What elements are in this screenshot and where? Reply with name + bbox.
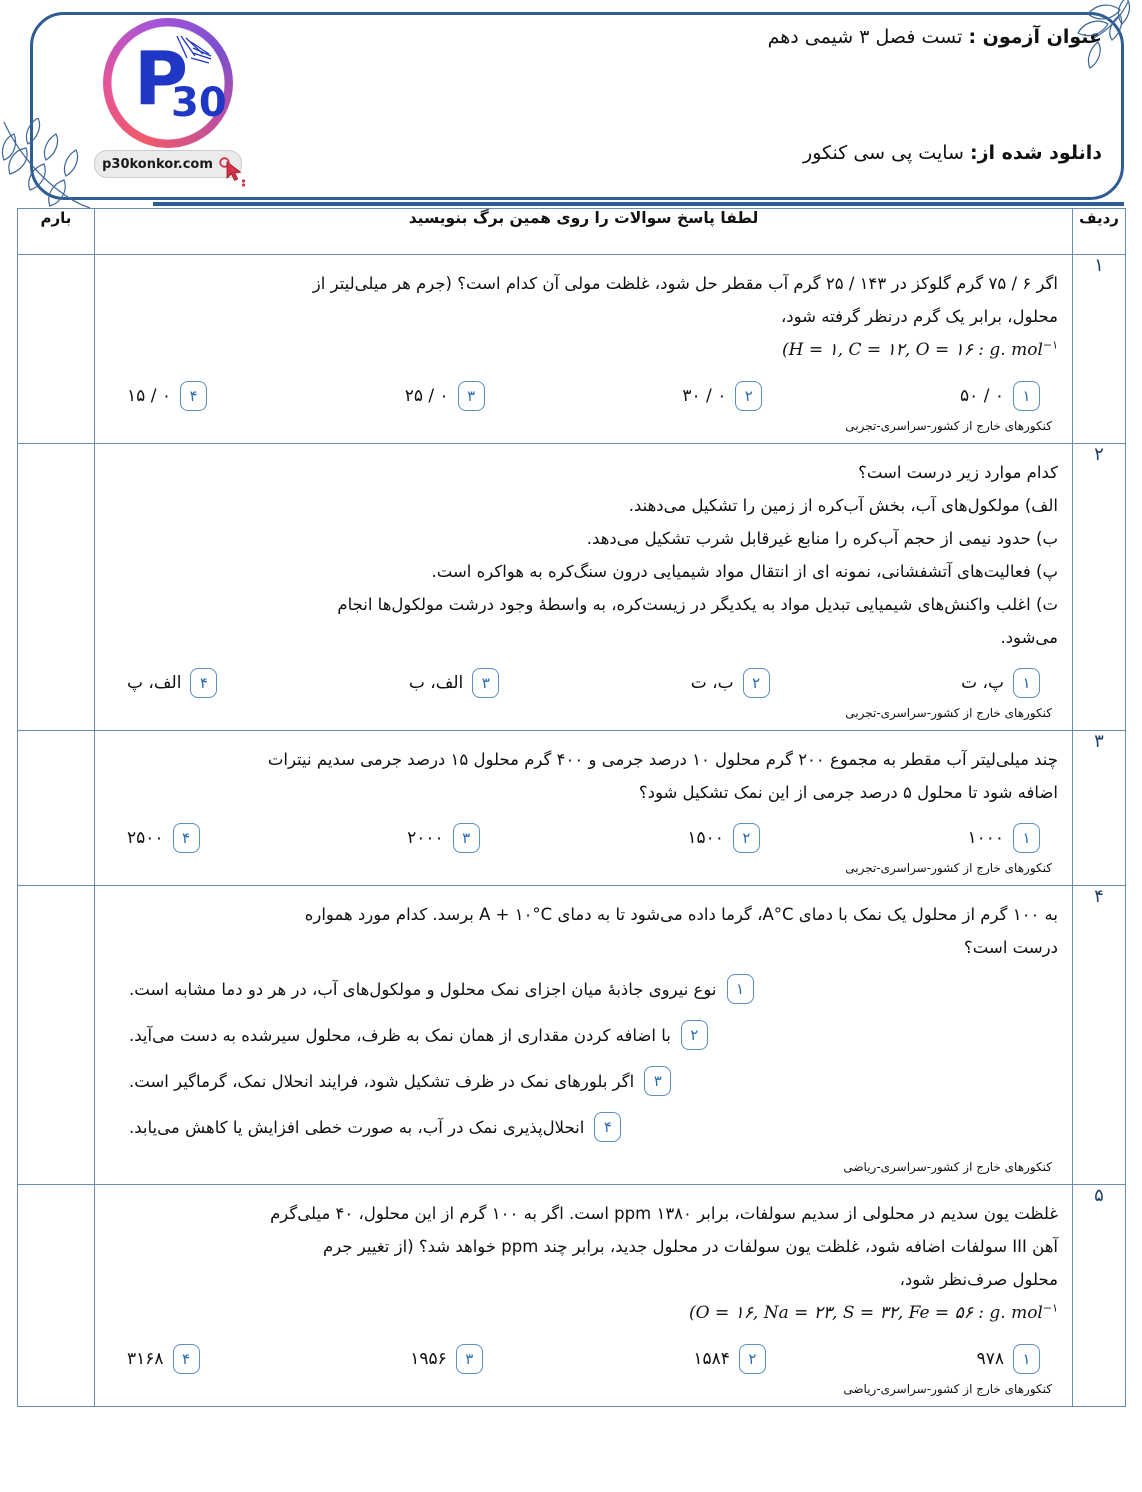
question-formula: (O = ۱۶, Na = ۲۳, S = ۳۲, Fe = ۵۶ : g. mol$^{-۱}$ (689, 1301, 1058, 1323)
option-number-badge[interactable]: ۳ (472, 668, 499, 698)
question-row (18, 255, 1126, 444)
option-number-badge[interactable]: ۲ (735, 381, 762, 411)
leaf-ornament-bottom-left (0, 118, 120, 210)
answer-option[interactable] (691, 668, 770, 698)
answer-option[interactable] (407, 823, 480, 853)
option-text: ۰ / ۱۵ (127, 386, 171, 406)
option-number-badge[interactable]: ۴ (594, 1112, 621, 1142)
answer-option[interactable] (961, 668, 1040, 698)
column-header-row: ردیف (1073, 209, 1126, 255)
answer-option[interactable] (129, 1112, 1038, 1142)
option-text: الف، ب (408, 673, 464, 693)
logo-ring (103, 18, 233, 148)
question-row (18, 886, 1126, 1185)
answer-options (127, 381, 1040, 411)
question-source: کنکورهای خارج از کشور-سراسری-ریاضی (843, 1382, 1052, 1396)
question-statement (109, 1197, 1058, 1330)
question-source: کنکورهای خارج از کشور-سراسری-تجربی (845, 706, 1052, 720)
option-number-badge[interactable]: ۴ (180, 381, 207, 411)
option-number-badge[interactable]: ۲ (739, 1344, 766, 1374)
question-number: ۳ (1073, 731, 1126, 886)
question-line: ب) حدود نیمی از حجم آب‌کره را منابع غیرقابل شرب تشکیل می‌دهد. (586, 529, 1058, 548)
answer-options (127, 668, 1040, 698)
cursor-arrow-icon (225, 161, 247, 187)
question-line: چند میلی‌لیتر آب مقطر به مجموع ۲۰۰ گرم محلول ۱۰ درصد جرمی و ۴۰۰ گرم محلول ۱۵ درصد جرمی سدیم نیترات (267, 750, 1058, 769)
question-row (18, 731, 1126, 886)
answer-option[interactable] (977, 1344, 1040, 1374)
question-line: اگر ۶ / ۷۵ گرم گلوکز در ۱۴۳ / ۲۵ گرم آب مقطر حل شود، غلظت مولی آن کدام است؟ (جرم هر میلی‌لیتر از (312, 274, 1058, 293)
formula-exponent: −۱ (1042, 338, 1058, 352)
question-statement (109, 267, 1058, 367)
option-number-badge[interactable]: ۲ (733, 823, 760, 853)
question-number: ۴ (1073, 886, 1126, 1185)
question-line: پ) فعالیت‌های آتشفشانی، نمونه ای از انتقال مواد شیمیایی درون سنگ‌کره به هواکره است. (431, 562, 1058, 581)
option-number-badge[interactable]: ۲ (681, 1020, 708, 1050)
option-text: ۲۰۰۰ (407, 828, 444, 848)
question-content (95, 444, 1072, 730)
option-number-badge[interactable]: ۱ (727, 974, 754, 1004)
option-number-badge[interactable]: ۴ (173, 1344, 200, 1374)
question-source: کنکورهای خارج از کشور-سراسری-ریاضی (843, 1160, 1052, 1174)
answer-options (127, 1344, 1040, 1374)
answer-option[interactable] (405, 381, 485, 411)
question-number: ۵ (1073, 1185, 1126, 1407)
question-source: کنکورهای خارج از کشور-سراسری-تجربی (845, 419, 1052, 433)
question-body (95, 731, 1073, 886)
answer-option[interactable] (127, 823, 200, 853)
option-number-badge[interactable]: ۳ (644, 1066, 671, 1096)
question-formula-line (109, 1296, 1058, 1330)
option-text: ۱۹۵۶ (410, 1349, 447, 1369)
option-text: ۹۷۸ (976, 1349, 1004, 1369)
question-line: محلول، برابر یک گرم درنظر گرفته شود، (780, 307, 1058, 326)
download-source-value: سایت پی سی کنکور (803, 142, 964, 164)
option-text: ب، ت (690, 673, 734, 693)
site-url-text: p30konkor.com (102, 156, 213, 172)
option-text: نوع نیروی جاذبهٔ میان اجزای نمک محلول و مولکول‌های آب، در هر دو دما مشابه است. (129, 979, 717, 999)
question-line: ت) اغلب واکنش‌های شیمیایی تبدیل مواد به یکدیگر در زیست‌کره، به واسطهٔ وجود درشت مولکول‌ها انجام (337, 595, 1058, 614)
option-number-badge[interactable]: ۱ (1013, 823, 1040, 853)
answer-option[interactable] (129, 1066, 1038, 1096)
question-statement (109, 898, 1058, 964)
question-line: درست است؟ (964, 938, 1058, 957)
option-number-badge[interactable]: ۴ (190, 668, 217, 698)
option-text: ۰ / ۵۰ (960, 386, 1004, 406)
book-icon (173, 34, 217, 74)
option-text: انحلال‌پذیری نمک در آب، به صورت خطی افزایش یا کاهش می‌یابد. (129, 1117, 585, 1137)
question-line: اضافه شود تا محلول ۵ درصد جرمی از این نمک تشکیل شود؟ (638, 783, 1058, 802)
logo-letter: P (133, 35, 187, 122)
question-mark (18, 731, 95, 886)
answer-option[interactable] (967, 823, 1040, 853)
question-line: محلول صرف‌نظر شود، (899, 1270, 1058, 1289)
question-content (95, 886, 1072, 1184)
option-number-badge[interactable]: ۳ (456, 1344, 483, 1374)
table-header-row (18, 209, 1126, 255)
question-line: غلظت یون سدیم در محلولی از سدیم سولفات، برابر ۱۳۸۰ ppm است. اگر به ۱۰۰ گرم از این محلول، ۴۰ میلی‌گرم (270, 1204, 1058, 1223)
option-text: ۲۵۰۰ (127, 828, 164, 848)
option-text: ۰ / ۳۰ (682, 386, 727, 406)
download-source-label: دانلود شده از: (970, 142, 1102, 164)
option-number-badge[interactable]: ۳ (458, 381, 485, 411)
leaf-ornament-top-right (1050, 0, 1140, 106)
question-mark (18, 255, 95, 444)
option-number-badge[interactable]: ۳ (453, 823, 480, 853)
question-source: کنکورهای خارج از کشور-سراسری-تجربی (845, 861, 1052, 875)
question-formula-line (109, 333, 1058, 367)
question-mark (18, 886, 95, 1185)
option-number-badge[interactable]: ۱ (1013, 1344, 1040, 1374)
option-number-badge[interactable]: ۴ (173, 823, 200, 853)
answer-options (127, 823, 1040, 853)
option-text: ۱۵۰۰ (687, 828, 724, 848)
answer-option[interactable] (127, 381, 207, 411)
question-body (95, 1185, 1073, 1407)
question-row (18, 444, 1126, 731)
question-body (95, 886, 1073, 1185)
question-number: ۲ (1073, 444, 1126, 731)
option-text: ۰ / ۲۵ (404, 386, 449, 406)
answer-option[interactable] (409, 668, 499, 698)
option-text: اگر بلورهای نمک در ظرف تشکیل شود، فرایند انحلال نمک، گرماگیر است. (129, 1071, 635, 1091)
question-number: ۱ (1073, 255, 1126, 444)
formula-exponent: −۱ (1042, 1301, 1058, 1315)
exam-title-value: تست فصل ۳ شیمی دهم (767, 26, 963, 48)
question-line: کدام موارد زیر درست است؟ (858, 463, 1058, 482)
answer-option[interactable] (410, 1344, 483, 1374)
question-body (95, 444, 1073, 731)
option-text: با اضافه کردن مقداری از همان نمک به ظرف، محلول سیرشده به دست می‌آید. (129, 1025, 671, 1045)
column-header-mark: بارم (18, 209, 95, 255)
question-body (95, 255, 1073, 444)
question-statement (109, 743, 1058, 809)
answer-option[interactable] (127, 1344, 200, 1374)
answer-option[interactable] (693, 1344, 766, 1374)
answer-option[interactable] (682, 381, 762, 411)
instruction-text: لطفا پاسخ سوالات را روی همین برگ بنویسید (95, 209, 1073, 255)
question-line: الف) مولکول‌های آب، بخش آب‌کره از زمین را تشکیل می‌دهند. (628, 496, 1058, 515)
option-number-badge[interactable]: ۲ (743, 668, 770, 698)
logo-number: 30 (171, 80, 227, 126)
answer-option[interactable] (960, 381, 1040, 411)
exam-table (17, 208, 1126, 1407)
download-source-line (768, 142, 1102, 164)
answer-option[interactable] (129, 1020, 1038, 1050)
question-mark (18, 1185, 95, 1407)
option-text: الف، پ (127, 673, 182, 693)
answer-option[interactable] (687, 823, 760, 853)
question-row (18, 1185, 1126, 1407)
question-line: به ۱۰۰ گرم از محلول یک نمک با دمای A°C، گرما داده می‌شود تا به دمای A + ۱۰°C برسد. کدام مورد همواره (304, 905, 1058, 924)
option-text: ۱۵۸۴ (693, 1349, 730, 1369)
question-content (95, 255, 1072, 443)
question-content (95, 731, 1072, 885)
option-text: ۳۱۶۸ (127, 1349, 164, 1369)
answer-option[interactable] (129, 974, 1038, 1004)
answer-options (129, 974, 1038, 1142)
question-mark (18, 444, 95, 731)
question-statement (109, 456, 1058, 654)
question-formula: (H = ۱, C = ۱۲, O = ۱۶ : g. mol$^{-۱}$ (782, 338, 1058, 360)
option-number-badge[interactable]: ۱ (1013, 381, 1040, 411)
document-header (0, 0, 1142, 208)
question-line: آهن III سولفات اضافه شود، غلظت یون سولفات در محلول جدید، برابر چند ppm خواهد شد؟ (از تغییر جرم (323, 1237, 1058, 1256)
option-text: ۱۰۰۰ (967, 828, 1004, 848)
option-number-badge[interactable]: ۱ (1013, 668, 1040, 698)
question-line: می‌شود. (1000, 628, 1058, 647)
exam-title-label: عنوان آزمون : (968, 26, 1102, 48)
answer-option[interactable] (127, 668, 217, 698)
option-text: پ، ت (961, 673, 1004, 693)
question-content (95, 1185, 1072, 1406)
